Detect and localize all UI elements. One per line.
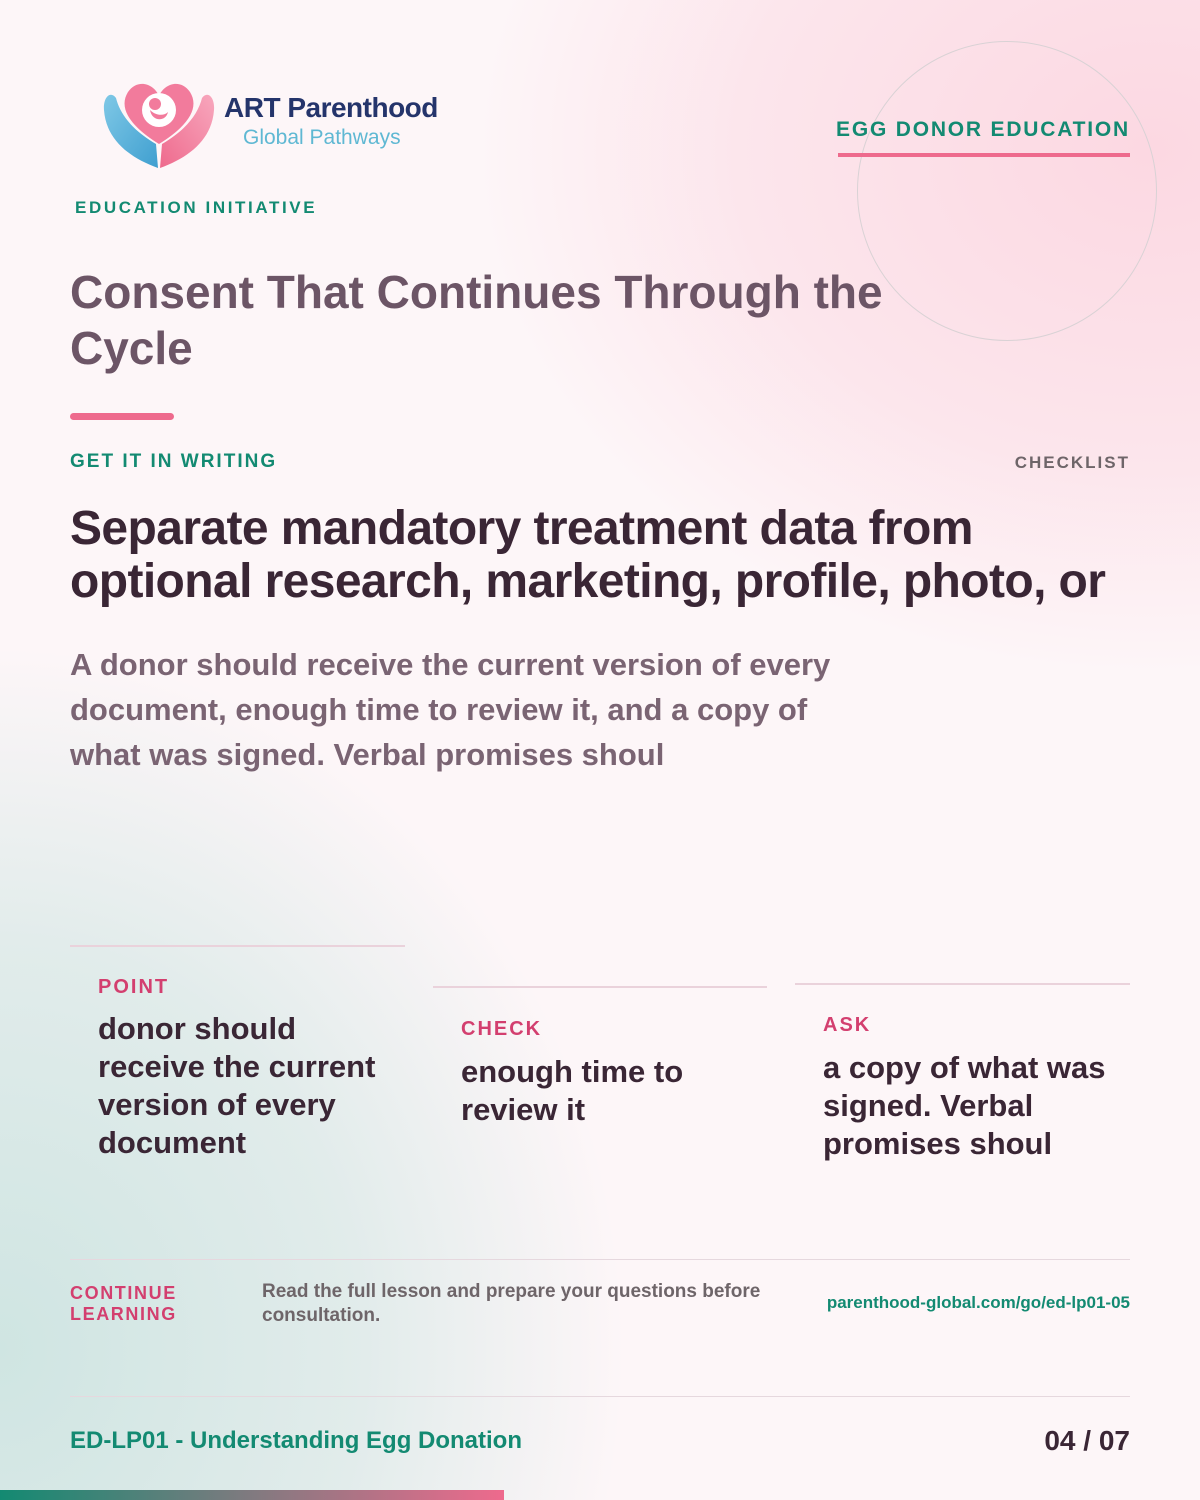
continue-label: CONTINUE LEARNING: [70, 1283, 177, 1324]
card-rule: [795, 983, 1130, 985]
divider: [70, 1396, 1130, 1397]
lesson-link[interactable]: parenthood-global.com/go/ed-lp01-05: [826, 1293, 1130, 1312]
card-text: donor should receive the current version of every document: [98, 1011, 376, 1160]
card-label: POINT: [98, 976, 170, 998]
brand-name: ART Parenthood: [224, 92, 438, 123]
divider: [70, 1259, 1130, 1260]
card-rule: [433, 986, 767, 988]
progress-bar: [0, 1490, 504, 1500]
section-kicker: GET IT IN WRITING: [70, 451, 278, 472]
section-body: A donor should receive the current version of every document, enough time to review it, and a copy of what was signed. Verbal promises shoul: [70, 647, 831, 772]
heart-hands-baby-icon: [100, 74, 218, 174]
card-point: [70, 945, 405, 1162]
brand-tagline: Global Pathways: [243, 126, 401, 149]
card-label: ASK: [823, 1014, 872, 1036]
course-name: ED-LP01 - Understanding Egg Donation: [70, 1427, 523, 1454]
card-text: a copy of what was signed. Verbal promises shoul: [823, 1050, 1106, 1161]
program-label: EDUCATION INITIATIVE: [75, 198, 318, 217]
section-type: CHECKLIST: [1014, 453, 1130, 472]
page-title: Consent That Continues Through the Cycle: [70, 266, 883, 374]
topic-underline: [838, 153, 1130, 157]
page-number: 04 / 07: [1044, 1425, 1130, 1456]
card-check: [433, 986, 767, 1129]
accent-bar: [70, 413, 174, 420]
continue-text: Read the full lesson and prepare your questions before consultation.: [262, 1281, 761, 1326]
card-rule: [70, 945, 405, 947]
card-ask: [795, 983, 1130, 1163]
card-text: enough time to review it: [461, 1054, 684, 1127]
topic-label: EGG DONOR EDUCATION: [836, 118, 1130, 141]
section-headline: Separate mandatory treatment data from optional research, marketing, profile, photo, or: [70, 502, 1106, 608]
card-label: CHECK: [461, 1018, 543, 1040]
